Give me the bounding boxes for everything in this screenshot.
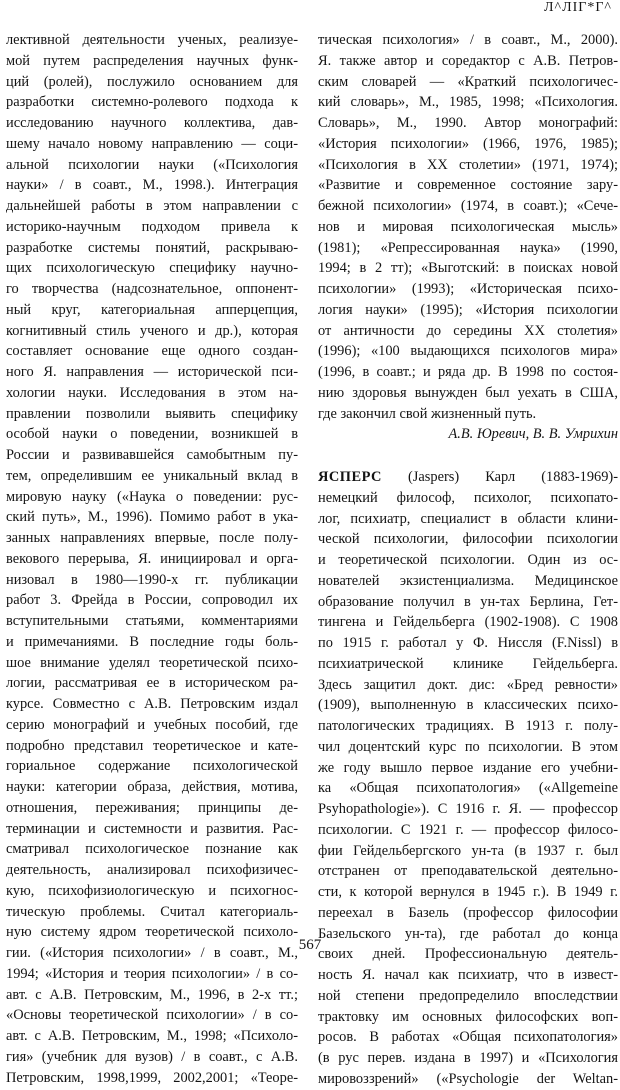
text-line: (1981); «Репрессированная наука» (1990, bbox=[318, 239, 618, 256]
text-line: ским словарей — «Краткий психологичес- bbox=[318, 73, 618, 90]
text-line: тическая психология» / в соавт., М., 2000). bbox=[318, 32, 618, 48]
text-line: переехал в Базель (профессор философии bbox=[318, 904, 618, 921]
text-line: бежной психологии» (1974, в соавт.); «Сече- bbox=[318, 198, 618, 214]
entry-headword: ЯСПЕРС bbox=[318, 469, 382, 485]
text-line: авт. с А.В. Петровским, М., 1996, в 2-х тт.; bbox=[6, 986, 298, 1003]
text-line: логии, рассматривая ее в историческом ра- bbox=[6, 675, 298, 692]
text-line: кий словарь», М., 1985, 1998; «Психология. bbox=[318, 94, 618, 111]
text-line: гориальное содержание психологической bbox=[6, 758, 298, 775]
text-line: психиатрической клинике Гейдельберга. bbox=[318, 655, 618, 672]
text-line: кую, психофизиологическую и психогнос- bbox=[6, 882, 298, 899]
text-line: отстранен от преподавательской деятельно- bbox=[318, 863, 618, 880]
text-line: (1996); «100 выдающихся психологов мира» bbox=[318, 343, 618, 360]
article-authors: А.В. Юревич, В. В. Умрихин bbox=[448, 426, 618, 443]
text-line: ной степени предопределило впоследствии bbox=[318, 987, 618, 1004]
text-line: 1994; в 2 тт); «Выготский: в поисках новой bbox=[318, 260, 618, 277]
text-line: нов и мировая психологическая мысль» bbox=[318, 218, 618, 235]
page-number: 567 bbox=[298, 937, 322, 953]
text-line: подробно представил теоретическое и кате- bbox=[6, 737, 298, 754]
text-line: образование получил в ун-тах Берлина, Гет- bbox=[318, 593, 618, 610]
text-line: историко-научным подходом привела к bbox=[6, 218, 298, 235]
text-line: лективной деятельности ученых, реализуе- bbox=[6, 32, 298, 48]
text-line: особой науки о поведении, возникшей в bbox=[6, 426, 298, 443]
text-line: курсе. Совместно с А.В. Петровским издал bbox=[6, 696, 298, 712]
text-line: «Развитие и современное состояние зару- bbox=[318, 177, 618, 194]
text-line: Здесь защитил докт. дис: «Бред ревности» bbox=[318, 676, 618, 693]
text-line: ную систему ядром теоретической психоло- bbox=[6, 924, 298, 941]
text-line: гии. («История психологии» / в соавт., М., bbox=[6, 945, 298, 961]
text-line: тическую проблемы. Считал категориаль- bbox=[6, 903, 298, 920]
text-line: науки» / в соавт., М., 1998.). Интеграция bbox=[6, 177, 298, 194]
text-line: фии Гейдельбергского ун-та (в 1937 г. был bbox=[318, 842, 618, 859]
text-line: ка «Общая психопатология» («Allgemeine bbox=[318, 780, 618, 797]
text-line: вступительными статьями, комментариями bbox=[6, 613, 298, 629]
text-line: мировоззрений» («Psychologie der Weltan- bbox=[318, 1070, 618, 1087]
entry-first-line-rest: (Jaspers) Карл (1883-1969)- bbox=[381, 469, 618, 485]
text-line: (в рус перев. издана в 1997) и «Психология bbox=[318, 1050, 618, 1066]
text-line: терминации и системности и развития. Рас- bbox=[6, 820, 298, 837]
text-line: низовал в 1980—1990-х гг. публикации bbox=[6, 571, 298, 588]
right-column bbox=[318, 30, 618, 1090]
text-line: исследованию научного коллектива, дав- bbox=[6, 115, 298, 131]
text-line: трактовку им основных философских воп- bbox=[318, 1008, 618, 1025]
text-line: серию монографий и учебных пособий, где bbox=[6, 716, 298, 733]
text-line: составляет основание еще одного создан- bbox=[6, 343, 298, 360]
text-line: щих психологическую специфику научно- bbox=[6, 260, 298, 277]
text-line: психологии» (1993); «Историческая психо- bbox=[318, 281, 618, 297]
text-line: своих дней. Профессиональную деятель- bbox=[318, 946, 618, 963]
text-line: сматривал психологическое познание как bbox=[6, 841, 298, 858]
text-line: сти, к которой вернулся в 1945 г.). В 1949 г. bbox=[318, 884, 618, 900]
text-line: тингена и Гейдельберга (1902-1908). С 1908 bbox=[318, 614, 618, 631]
text-line: мировую науку («Наука о поведении: рус- bbox=[6, 488, 298, 505]
text-line: го творчества (надсознательное, оппонент- bbox=[6, 281, 298, 297]
text-line: немецкий философ, психолог, психопато- bbox=[318, 489, 618, 506]
text-line: (1996, в соавт.; и ряда др. В 1998 по состоя- bbox=[318, 364, 618, 380]
text-line: занных направлениях впервые, после полу- bbox=[6, 530, 298, 546]
text-line: работ 3. Фрейда в России, сопроводил их bbox=[6, 592, 298, 609]
text-line: нователей экзистенциализма. Медицинское bbox=[318, 572, 618, 589]
text-line: ность Я. начал как психиатр, что в извест- bbox=[318, 967, 618, 983]
text-line: ческой психологии, философии психологии bbox=[318, 531, 618, 548]
text-line: когнитивный стиль ученого и др.), которая bbox=[6, 322, 298, 339]
text-line: деятельность, анализировал психофизичес- bbox=[6, 862, 298, 878]
text-line: нию здоровья вынужден был уехать в США, bbox=[318, 384, 618, 401]
text-line: науки: категории образа, действия, мотива, bbox=[6, 779, 298, 795]
text-line: психологии. С 1921 г. — профессор филосо- bbox=[318, 821, 618, 838]
text-line: по 1915 г. работал у Ф. Ниссля (F.Nissl) в bbox=[318, 635, 618, 651]
text-line: векового перерыва, Я. инициировал и орга- bbox=[6, 550, 298, 567]
text-line: хологии науки. Исследования в этом на- bbox=[6, 384, 298, 401]
right-column-continuation bbox=[318, 30, 618, 424]
entry-first-line bbox=[318, 467, 618, 488]
text-line: чил доцентский курс по психологии. В этом bbox=[318, 738, 618, 755]
text-line: тем, определившим ее уникальный вклад в bbox=[6, 467, 298, 484]
text-line: шему начало новому направлению — соци- bbox=[6, 135, 298, 152]
text-line: Psyhopathologie»). С 1916 г. Я. — профессор bbox=[318, 801, 618, 817]
text-line: дальнейшей работы в этом направлении с bbox=[6, 198, 298, 214]
text-line: разработки системно-ролевого подхода к bbox=[6, 94, 298, 111]
text-line: гия» (учебник для вузов) / в соавт., с А.В. bbox=[6, 1048, 298, 1065]
text-line: же году вышло первое издание его учебни- bbox=[318, 759, 618, 776]
text-line: ский путь», М., 1996). Помимо работ в ука- bbox=[6, 509, 298, 526]
text-line: и теоретической психологии. Один из ос- bbox=[318, 552, 618, 568]
text-line: где закончил свой жизненный путь. bbox=[318, 405, 537, 422]
running-head: Л^ЛІГ*Г^ bbox=[544, 0, 612, 15]
text-line: Словарь», М., 1990. Автор монографий: bbox=[318, 115, 618, 131]
text-line: «Психология в XX столетии» (1971, 1974); bbox=[318, 156, 618, 173]
entry-separator bbox=[318, 445, 618, 467]
left-column bbox=[6, 30, 298, 1088]
text-line: (1909), выполненную в классических психо- bbox=[318, 697, 618, 714]
text-line: отношения, переживания; принципы де- bbox=[6, 799, 298, 816]
text-line: мой путем распределения научных функ- bbox=[6, 52, 298, 69]
text-line: ный круг, категориальная апперцепция, bbox=[6, 301, 298, 318]
text-line: 1994; «История и теория психологии» / в со- bbox=[6, 965, 298, 982]
text-line: и примечаниями. В последние годы боль- bbox=[6, 633, 298, 650]
text-line: шое внимание уделял теоретической психо- bbox=[6, 654, 298, 671]
entry-body bbox=[318, 488, 618, 1090]
text-line: «Основы теоретической психологии» / в со- bbox=[6, 1007, 298, 1024]
text-line: ций (ролей), послужило основанием для bbox=[6, 73, 298, 90]
text-line: Петровским, 1998,1999, 2002,2001; «Теоре- bbox=[6, 1069, 298, 1086]
text-line: разработке системы понятий, раскрываю- bbox=[6, 239, 298, 256]
text-line: Базельского ун-та), где работал до конца bbox=[318, 925, 618, 942]
text-line: альной психологии науки («Психология bbox=[6, 156, 298, 173]
text-line: ного Я. направления — исторической пси- bbox=[6, 364, 298, 380]
text-line: правлении позволили выявить специфику bbox=[6, 405, 298, 422]
text-line: логия науки» (1995); «История психологии bbox=[318, 301, 618, 318]
text-line: авт. с А.В. Петровским, М., 1998; «Психоло- bbox=[6, 1028, 298, 1044]
text-line: росов. В работах «Общая психопатология» bbox=[318, 1029, 618, 1046]
text-line: России и развивавшейся самобытным пу- bbox=[6, 447, 298, 463]
text-line: от античности до середины XX столетия» bbox=[318, 322, 618, 339]
text-line: лог, психиатр, специалист в области клини- bbox=[318, 510, 618, 527]
text-line: патологических традициях. В 1913 г. полу- bbox=[318, 718, 618, 734]
text-line: Я. также автор и соредактор с А.В. Петров- bbox=[318, 52, 618, 69]
text-line: «История психологии» (1966, 1976, 1985); bbox=[318, 135, 618, 152]
